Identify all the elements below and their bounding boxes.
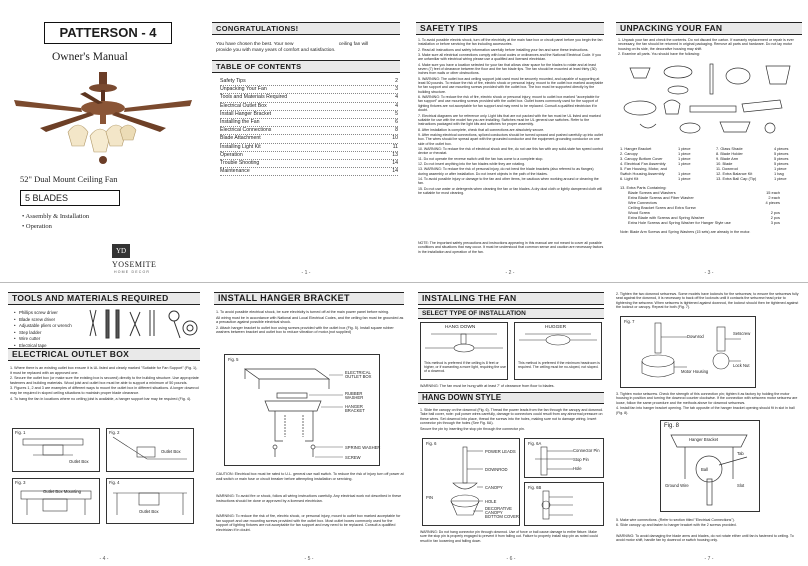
figure-2: Fig. 2 Outlet Box xyxy=(106,428,194,472)
page-cover xyxy=(4,4,200,274)
tools-illustration xyxy=(84,306,200,342)
tools-header: TOOLS AND MATERIALS REQUIRED xyxy=(8,292,200,305)
part-row: 13. Extra Ball Cap (Tip) 1 piece xyxy=(716,176,787,181)
toc-row[interactable]: Install Hanger Bracket 5 xyxy=(220,111,398,119)
part-row: 2. Canopy 1 piece xyxy=(620,151,691,156)
part-row: 10. Blade 5 pieces xyxy=(716,161,789,166)
figure-8: Fig. 8 Hanger Bracket Ball Tab Ground Wire Slot xyxy=(660,420,760,512)
page-number: - 3 - xyxy=(704,270,714,276)
parts-pack-title: 13. Extra Parts Containing: xyxy=(620,185,667,190)
installing-header: INSTALLING THE FAN xyxy=(418,292,604,305)
parts-note: Note: Blade Arm Screws and Spring Washers (15 sets) are already in the motor. xyxy=(620,230,751,234)
hanger-text: 1. To avoid possible electrical shock, be sure electricity is turned off at the main power panel before wiring. All wiring must be in accordance with National and Local Electrical Codes, and the ceiling fan must be grounded as a precaution against possible electrical shock. 2. Attach hanger bracket to outlet box using screws provided with the outlet box (Fig. 5). Install square rubber washers between bracket and outlet box to reduce vibration of motor.(not supplied) xyxy=(216,310,404,335)
pack-row: Wire Connectors 4 pieces xyxy=(628,200,780,205)
figure-5: Fig. 5 ELECTRICAL OUTLET BOX RUBBER WASHER HANGER BRACKET SPRING WASHER SCREW xyxy=(224,354,380,466)
steps-warning: WARNING: To avoid damaging the blade arms and blades, do not rotate either until fan is fastened to ceiling. To avoid motor shift, handle fan by downrod or switch housing only. xyxy=(616,534,794,543)
safety-header: SAFETY TIPS xyxy=(416,22,604,35)
option-hugger[interactable]: HUGGER This method is preferred if the minimum headroom is required. The ceiling must be no-sloped, not sloped. xyxy=(514,322,602,380)
option-hang-down[interactable]: HANG DOWN This method is preferred if the ceiling is 8 feet or higher, or if warranting a more light, requiring the use of a downrod. xyxy=(420,322,508,380)
cover-blades: 5 BLADES xyxy=(25,193,69,203)
pack-row: Extra Hole Screws and Spring Washer for Hanger Style use 3 pcs xyxy=(628,220,780,225)
brand-sub: HOME DECOR xyxy=(114,270,151,274)
congrats-header: CONGRATULATIONS! xyxy=(212,22,400,35)
steps-bottom: 5. Make wire connections. (Refer to section titled "Electrical Connections"). 6. Slide canopy up and fasten to hanger bracket with the 2 screws provided. xyxy=(616,518,737,528)
page-number: - 1 - xyxy=(301,270,311,276)
part-row: 7. Glass Shade 4 pieces xyxy=(716,146,789,151)
cover-blades-box xyxy=(20,190,120,206)
figure-3: Fig. 3 Outlet Box Mounting xyxy=(12,478,100,524)
page-installing xyxy=(414,286,608,564)
part-row: 12. Extra Balance Kit 1 bag xyxy=(716,171,784,176)
page-tools xyxy=(4,286,204,564)
safety-list: 1. To avoid possible electric shock, turn off the electricity at the main fuse box or circuit panel before you begin the fan installation or before servicing the fan including accessories. 2. Read all instructions and safety information carefully before installing your fan and save these instructions. 3. Make sure all electrical connections comply with local codes or ordinances and the National Electrical Code. If you are unfamiliar with electrical wiring please use a qualified and licensed electrician. 4. Make sure you have a location selected for your fan that allows clear space for the blades to rotate and at least seven (7) feet of clearance between the floor and the fan blade tips. The fan should be mounted at least thirty (30) inches from walls or other obstructions. 5. WARNING: The outlet box and ceiling support joist used must be securely mounted, and capable of supporting at least 50 pounds. To reduce the risk of fire, electric shock or personal injury, mount to the outlet box marked acceptable for fan support and use mounting screws provided with the outlet box. The box must be supported directly by the building structure. 6. WARNING: To reduce the risk of fire, electric shock or personal injury, mount to outlet box marked "acceptable for fan support" and use mounting screws provided with the outlet box. Outlet boxes commonly used for the support of lighting fixtures are not acceptable for fan support and may need to be replaced. Consult a qualified electrician if in doubt. 7. Electrical diagrams are for reference only. Light kits that are not packed with the fan must be UL listed and marked suitable for use with the model fan you are installing. Switches must be UL general use switches. Refer to the instructions packaged with the light kits and switches for proper assembly. 8. After installation is complete, check that all connections are absolutely secure. 9. After making electrical connections, spliced conductors should be turned upward and pushed carefully up into outlet box. The wires should be spread apart with the grounded conductor and the equipment-grounding conductor on one side of the outlet box. 10. WARNING: To reduce the risk of electrical shock and fire, do not use this fan with any solid-state fan speed control device or rheostat. 11. Do not operate the reverse switch until the fan has come to a complete stop. 12. Do not insert anything into the fan blades while they are rotating. 13. WARNING: To reduce the risk of personal injury, do not bend the blade brackets (also referred to as flanges) during assembly or after installation. Do not insert objects in the path of the blades. 14. To avoid possible injury or damage to the fan and other items, be cautious when working around or cleaning the fan. 15. Do not use water or detergents when cleaning the fan or fan blades. A dry dust cloth or lightly dampened cloth will be suitable for most cleaning. xyxy=(418,38,604,195)
cover-bullet: • Operation xyxy=(22,223,52,230)
page-unpacking xyxy=(612,4,806,278)
part-row: 11. Downrod 1 piece xyxy=(716,166,787,171)
parts-illustration xyxy=(620,60,800,142)
figure-6b: Fig. 6B xyxy=(524,482,604,526)
figure-6: Fig. 6 POWER LEADS DOWNROD CANOPY HOLE PIN DECORATIVE CANOPY BOTTOM COVER xyxy=(422,438,520,526)
figure-7: Fig. 7 Downrod Setscrew Lock Nut Motor Housing xyxy=(620,316,756,388)
hang-down-step: 1. Slide the canopy on the downrod (Fig. 6). Thread the power leads from the fan through the canopy and downrod. Take ball cover, note: pull power wires carefully, damage to connectors could result from any abnormal pressure on these wires. Set downrod into place, thread the screws into the holes, making sure not to damage wiring. Insert connector pin through the holes (See Fig. 6A). Secure the pin by inserting the stop pin through the connector pin. xyxy=(420,408,604,431)
toc-row[interactable]: Installing Light Kit 11 xyxy=(220,144,398,152)
toc-row[interactable]: Electrical Connections 8 xyxy=(220,127,398,135)
pack-row: Extra Blade with Screws and Spring Washer 2 pcs xyxy=(628,215,780,220)
part-row: 9. Blade Arm 5 pieces xyxy=(716,156,789,161)
page-hanger-bracket xyxy=(210,286,408,564)
parts-list xyxy=(620,146,802,235)
safety-note: NOTE: The important safety precautions and instructions appearing in this manual are not meant to cover all possible conditions and situations that may occur. It must be understood that common sense and caution are necessary factors in the installation and operation of the fan. xyxy=(418,241,604,254)
part-row: Switch Housing Assembly 1 piece xyxy=(620,171,691,176)
ceiling-fan-illustration xyxy=(10,70,196,170)
toc-row[interactable]: Unpacking Your Fan 3 xyxy=(220,86,398,94)
hanger-warning-1: WARNING: To avoid fire or shock, follow all wiring instructions carefully. Any electrical work not described in these instructions should be done or approved by a licensed electrician. xyxy=(216,494,402,503)
cover-subtitle: Owner's Manual xyxy=(52,51,128,63)
part-row: 5. Fan Housing, Motor, and xyxy=(620,166,667,171)
unpacking-text: 1. Unpack your fan and check the contents. Do not discard the carton. If warranty replacement or repair is ever necessary, the fan should be returned in original packaging. Remove all parts and hardware. Do not lay motor housing on its side, the decorative housing may shift. 2. Examine all parts. You should have the following: xyxy=(618,38,794,57)
part-row: 3. Canopy Bottom Cover 1 piece xyxy=(620,156,691,161)
figure-4: Fig. 4 Outlet Box xyxy=(106,478,194,524)
toc-row[interactable]: Trouble Shooting 14 xyxy=(220,160,398,168)
part-row: 4. Electrical Fan Assembly 1 piece xyxy=(620,161,691,166)
part-row: 8. Blade Holder 5 pieces xyxy=(716,151,789,156)
toc-row[interactable]: Tools and Materials Required 4 xyxy=(220,94,398,102)
congrats-text: You have chosen the best. Your new ceiling fan will provide you with many years of comfort and satisfaction. xyxy=(216,42,369,53)
steps-mid: 3. Tighten motor setscrew. Check the strength of this connection pin; tighten it as factory by holding the motor housing in position and turning the downrod counter clockwise. If the connection with setscrew motor setscrew are loose, follow the same procedure and the methods above for downrod setscrews. 4. Install fan into hanger bracket opening. The tab opposite of the hanger bracket opening should fit in slot in ball (Fig. 8). xyxy=(616,392,798,415)
pack-row: Ceiling Bracket Screw and Extra Screw xyxy=(628,205,696,210)
toc-row[interactable]: Installing the Fan 6 xyxy=(220,119,398,127)
page-number: - 4 - xyxy=(99,556,109,562)
cover-model: 52" Dual Mount Ceiling Fan xyxy=(20,174,118,184)
page-number: - 6 - xyxy=(506,556,516,562)
page-number: - 2 - xyxy=(505,270,515,276)
steps-top: 2. Tighten the two downrod setscrews. Some models have locknuts for the setscrews; to ensure the setscrews fully seat against the downrod, it is necessary to back off the locknuts until it contacts the setscrew head prior to tightening the setscrew. When setscrew is tightened against downrod, the locknut should then be tightened against the locknut or canopy. Repeat for both (Fig. 7). xyxy=(616,292,799,310)
page-number: - 7 - xyxy=(704,556,714,562)
figure-6a: Fig. 6A Connector Pin Stop Pin Hole xyxy=(524,438,604,478)
select-type-header: SELECT TYPE OF INSTALLATION xyxy=(418,308,604,319)
tools-list: • Phillips screw driver • Blade screw driver • Adjustable pliers or wrench • Step ladder • Wire cutter • Electrical tape xyxy=(14,310,84,350)
installing-warning-2: WARNING: Do not hang connector pin through downrod. Use of force or ball cause damage to entire fixture. Make sure the stop pin is properly engaged to prevent it from falling out. Failure to properly install stop pin as noted could result in fan loosening and falling down. xyxy=(420,530,598,543)
part-row: 6. Light Kit 1 piece xyxy=(620,176,691,181)
pack-row: Wood Screw 2 pcs xyxy=(628,210,780,215)
pack-row: Blade Screws and Washers 15 each xyxy=(628,190,780,195)
unpacking-header: UNPACKING YOUR FAN xyxy=(616,22,802,35)
hang-down-header: HANG DOWN STYLE xyxy=(418,392,604,404)
cover-bullet-list xyxy=(22,212,89,232)
hanger-caution: CAUTION: Electrical box must be rated to U.L. general use wall switch. To reduce the risk of injury turn off power at wall switch or main fuse or circuit breaker before attempting installation or servicing. xyxy=(216,472,404,481)
outlet-text: 1. Where there is an existing outlet box ensure it is UL listed and clearly marked "Suitable for Fan Support" (Fig. 1), it must be replaced with an approved one. 2. Secure the outlet box (or make sure the existing box is secured) directly to the building structure. Use appropriate fasteners and building materials. Wood joist and outlet box must be able to support a minimum of 50 pounds. 3. Figures 1, 2 and 3 are examples of different ways to mount the outlet box in different situations. A longer downrod may be required in sloped ceiling situations to maintain proper blade clearance. 4. To hang the fan in locations where no ceiling joist is available, a hanger support bar may be required (Fig. 4). xyxy=(10,366,199,401)
toc-row[interactable]: Operation 13 xyxy=(220,152,398,160)
cover-title-box xyxy=(44,22,172,44)
toc-list xyxy=(220,78,398,176)
toc-row[interactable]: Electrical Outlet Box 4 xyxy=(220,103,398,111)
divider-horizontal xyxy=(0,282,808,283)
toc-row[interactable]: Blade Attachment 10 xyxy=(220,135,398,143)
page-safety xyxy=(412,4,608,278)
install-warning: WARNING: The fan must be hung with at least 7' of clearance from floor to blades. xyxy=(420,384,555,388)
page-steps xyxy=(612,286,806,564)
cover-title: PATTERSON - 4 xyxy=(59,25,157,40)
hanger-warning-2: WARNING: To reduce the risk of fire, electric shock, or personal injury, mount to outlet box marked acceptable for fan support and use mounting screws provided with the outlet box. Most outlet boxes commonly used for the support of lighting fixtures are not acceptable for fan support and may need to be replaced. Consult a qualified electrician if in doubt. xyxy=(216,514,401,532)
page-contents xyxy=(208,4,404,278)
figure-1: Fig. 1 Outlet Box xyxy=(12,428,100,472)
brand-name: YOSEMITE xyxy=(112,260,157,269)
hanger-header: INSTALL HANGER BRACKET xyxy=(214,292,404,305)
toc-row[interactable]: Maintenance 14 xyxy=(220,168,398,176)
brand-logo: YD xyxy=(112,244,130,258)
cover-bullet: • Assembly & Installation xyxy=(22,213,90,220)
pack-row: Extra Blade Screws and Fiber Washer 2 each xyxy=(628,195,780,200)
toc-row[interactable]: Safety Tips 2 xyxy=(220,78,398,86)
page-number: - 5 - xyxy=(304,556,314,562)
part-row: 1. Hanger Bracket 1 piece xyxy=(620,146,691,151)
toc-header: TABLE OF CONTENTS xyxy=(212,60,400,73)
outlet-header: ELECTRICAL OUTLET BOX xyxy=(8,348,200,361)
